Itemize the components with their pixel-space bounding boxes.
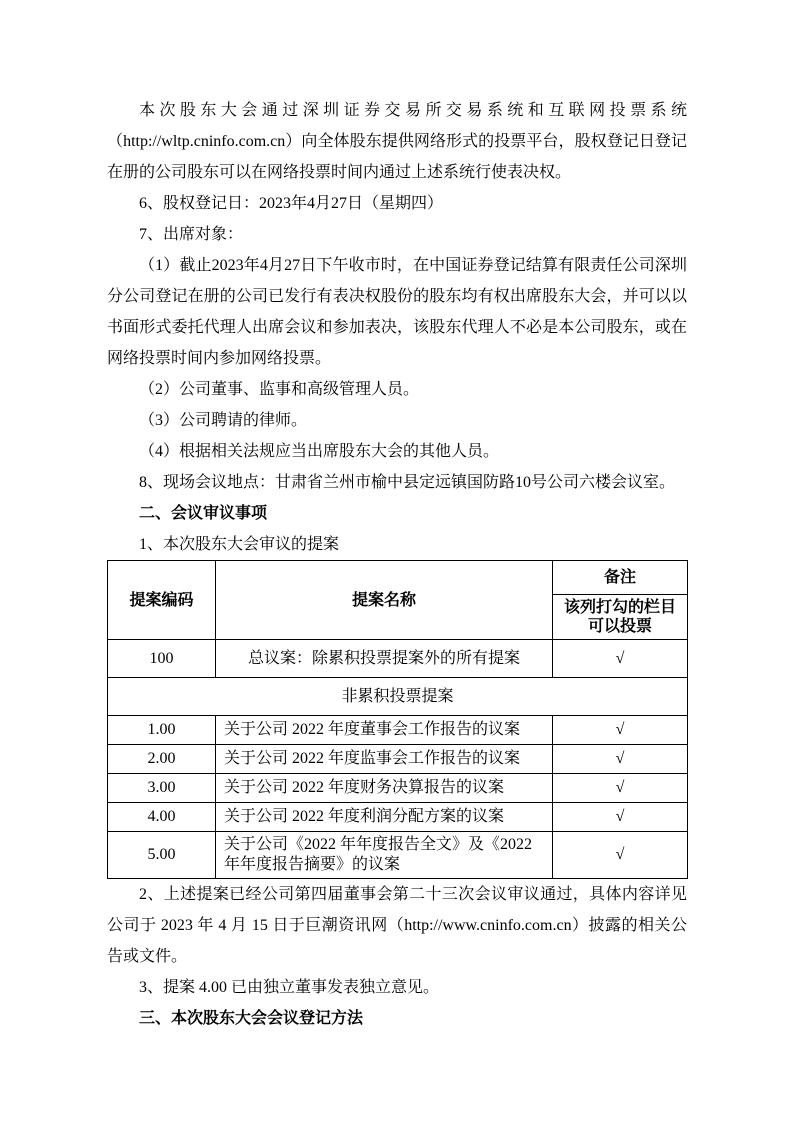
table-row [108, 745, 688, 774]
table-row [108, 716, 688, 745]
proposal-check-mark: √ [553, 640, 688, 678]
voting-system-text-post: 向全体股东提供网络形式的投票平台，股权登记日登记在册的公司股东可以在网络投票时间内通过上述系统行使表决权。 [107, 133, 687, 181]
paragraph-attendees-3: （3）公司聘请的律师。 [139, 412, 308, 429]
paragraph-approval-note [107, 879, 687, 972]
approval-note-pre: 2、上述提案已经公司第四届董事会第二十三次会议审议通过，具体内容详见公司于 2023 年 4 月 15 日于巨潮资讯网 [107, 886, 687, 934]
proposal-code-cell: 100 [108, 640, 216, 678]
paragraph-meeting-location: 8、现场会议地点：甘肃省兰州市榆中县定远镇国防路10号公司六楼会议室。 [139, 474, 676, 491]
table-row [108, 774, 688, 803]
proposal-table [107, 560, 688, 879]
paragraph-attendees-title: 7、出席对象： [139, 226, 244, 243]
voting-platform-url: （http://wltp.cninfo.com.cn） [107, 133, 302, 150]
proposal-check-mark: √ [553, 832, 688, 879]
proposal-name-cell: 关于公司 2022 年度董事会工作报告的议案 [216, 716, 553, 745]
table-row [108, 640, 688, 678]
header-proposal-code: 提案编码 [108, 561, 216, 640]
cninfo-url: （http://www.cninfo.com.cn） [387, 917, 589, 934]
paragraph-attendees-4: （4）根据相关法规应当出席股东大会的其他人员。 [139, 443, 500, 460]
header-proposal-name: 提案名称 [216, 561, 553, 640]
paragraph-record-date: 6、股权登记日：2023年4月27日（星期四） [139, 195, 444, 212]
header-remark-sub: 该列打勾的栏目可以投票 [553, 595, 688, 640]
section-2-heading: 二、会议审议事项 [139, 505, 268, 522]
paragraph-voting-system [107, 95, 687, 188]
table-header-row [108, 561, 688, 595]
proposal-check-mark: √ [553, 716, 688, 745]
section-3-heading: 三、本次股东大会会议登记方法 [139, 1010, 364, 1027]
proposal-code-cell: 4.00 [108, 803, 216, 832]
proposal-check-mark: √ [553, 803, 688, 832]
proposal-code-cell: 3.00 [108, 774, 216, 803]
proposal-name-cell: 关于公司 2022 年度财务决算报告的议案 [216, 774, 553, 803]
proposal-check-mark: √ [553, 745, 688, 774]
paragraph-proposals-intro: 1、本次股东大会审议的提案 [139, 536, 340, 553]
group-label-cell: 非累积投票提案 [108, 678, 688, 716]
paragraph-independent-opinion: 3、提案 4.00 已由独立董事发表独立意见。 [139, 979, 440, 996]
table-row [108, 803, 688, 832]
paragraph-attendees-1: （1）截止2023年4月27日下午收市时，在中国证券登记结算有限责任公司深圳分公司登记在册的公司已发行有表决权股份的股东均有权出席股东大会，并可以以书面形式委托代理人出席会议和参加表决，该股东代理人不必是本公司股东，或在网络投票时间内参加网络投票。 [107, 257, 687, 367]
approval-note-post: 披露的相关公告或文件。 [107, 917, 687, 965]
proposal-name-cell: 关于公司《2022 年年度报告全文》及《2022 年年度报告摘要》的议案 [216, 832, 553, 879]
proposal-name-cell: 关于公司 2022 年度利润分配方案的议案 [216, 803, 553, 832]
paragraph-attendees-2: （2）公司董事、监事和高级管理人员。 [139, 381, 420, 398]
proposal-name-cell: 关于公司 2022 年度监事会工作报告的议案 [216, 745, 553, 774]
proposal-name-cell: 总议案：除累积投票提案外的所有提案 [216, 640, 553, 678]
proposal-check-mark: √ [553, 774, 688, 803]
table-group-row [108, 678, 688, 716]
table-row [108, 832, 688, 879]
proposal-code-cell: 2.00 [108, 745, 216, 774]
proposal-code-cell: 5.00 [108, 832, 216, 879]
header-remark: 备注 [553, 561, 688, 595]
proposal-code-cell: 1.00 [108, 716, 216, 745]
voting-system-text-pre: 本次股东大会通过深圳证券交易所交易系统和互联网投票系统 [139, 102, 687, 119]
